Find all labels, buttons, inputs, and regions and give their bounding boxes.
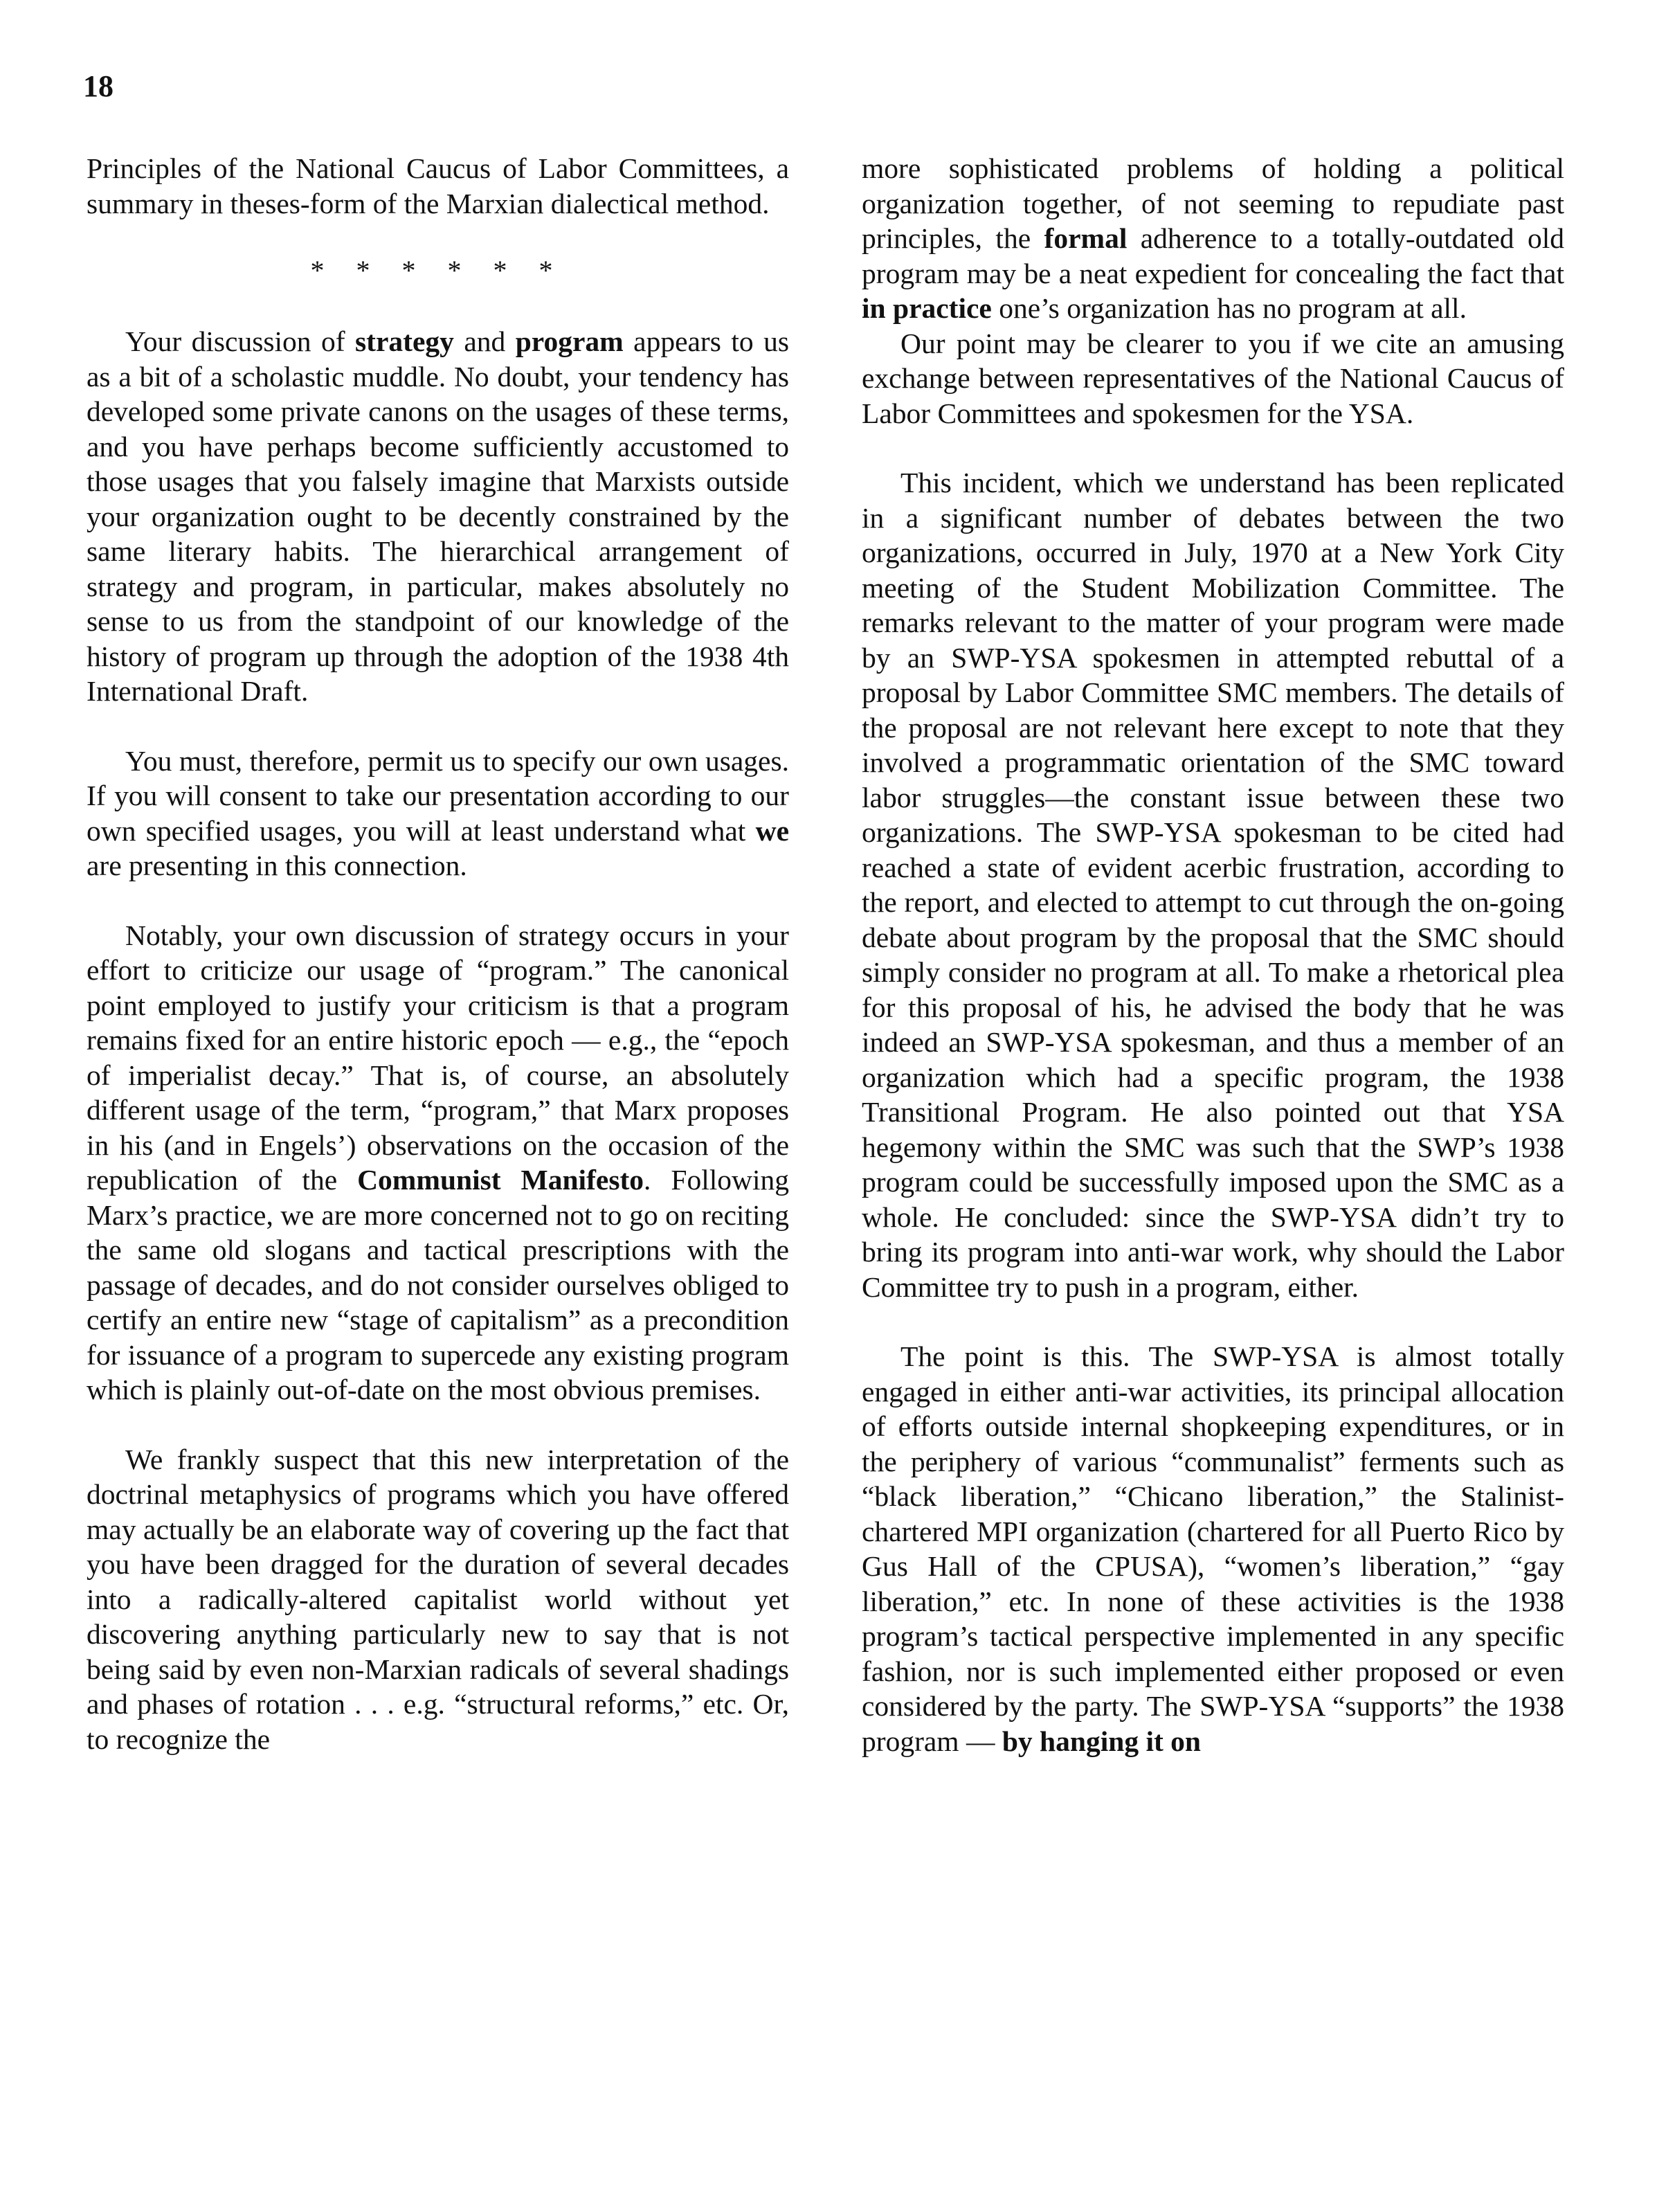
text-run: You must, therefore, permit us to specify our own usages. If you will consent to take our presentation according to our own specified usages, you will at least understand what <box>87 744 789 847</box>
emphasis-we: we <box>755 814 789 847</box>
page-number: 18 <box>83 69 114 103</box>
paragraph-the-point-is-this <box>862 1339 1564 1759</box>
paragraph-principles-continuation: Principles of the National Caucus of Labor Committees, a summary in theses-form of the Marxian dialectical method. <box>87 152 789 219</box>
text-run: appears to us as a bit of a scholastic muddle. No doubt, your tendency has developed some private canons on the usages of these terms, and you have perhaps become sufficiently accustomed to those usages that you falsely imagine that Marxists outside your organization ought to be decently constrained by the same literary habits. The hierarchical arrangement of strategy and program, in particular, makes absolutely no sense to us from the standpoint of our knowledge of the history of program up through the adoption of the 1938 4th International Draft. <box>87 325 789 707</box>
text-run: . Following Marx’s practice, we are more concerned not to go on reciting the same old slogans and tactical prescriptions with the passage of decades, and do not consider ourselves obliged to certify an entire new “stage of capitalism” as a precondition for issuance of a program to supercede any existing program which is plainly out-of-date on the most obvious premises. <box>87 1164 790 1405</box>
paragraph-sophisticated-problems <box>862 151 1564 326</box>
right-column <box>862 151 1564 1759</box>
text-run: and <box>453 325 516 357</box>
paragraph-strategy-program <box>87 324 789 709</box>
emphasis-communist-manifesto: Communist Manifesto <box>357 1164 644 1196</box>
emphasis-program: program <box>515 325 624 357</box>
emphasis-in-practice: in practice <box>862 292 992 324</box>
left-column <box>87 151 789 1756</box>
paragraph-specify-usages <box>87 744 789 883</box>
text-run: adherence to a totally-outdated old program may be a neat expedient for concealing the fact that <box>862 222 1564 289</box>
text-run: Your discussion of <box>125 325 355 357</box>
text-run: The point is this. The SWP-YSA is almost totally engaged in either anti-war activities, its principal allocation of efforts outside internal shopkeeping expenditures, or in the periphery of various “communalist” ferments such as “black liberation,” “Chicano liberation,” the Stalinist-chartered MPI organization (chartered for all Puerto Rico by Gus Hall of the CPUSA), “women’s liberation,” “gay liberation,” etc. In none of these activities is the 1938 program’s tactical perspective implemented in any specific fashion, nor is such implemented either proposed or even considered by the party. The SWP-YSA “supports” the 1938 program — <box>862 1340 1564 1757</box>
paragraph-this-incident: This incident, which we understand has been replicated in a significant number of debates between the two organizations, occurred in July, 1970 at a New York City meeting of the Student Mobilization Committee. The remarks relevant to the matter of your program were made by an SWP-YSA spokesmen in attempted rebuttal of a proposal by Labor Committee SMC members. The details of the proposal are not relevant here except to note that they involved a programmatic orientation of the SMC toward labor struggles—the constant issue between these two organizations. The SWP-YSA spokesman to be cited had reached a state of evident acerbic frustration, according to the report, and elected to attempt to cut through the on-going debate about program by the proposal that the SMC should simply consider no program at all. To make a rhetorical plea for this proposal of his, he advised the body that he was indeed an SWP-YSA spokesman, and thus a member of an organization which had a specific program, the 1938 Transitional Program. He also pointed out that YSA hegemony within the SMC was such that the SWP’s 1938 program could be successfully imposed upon the SMC as a whole. He concluded: since the SWP-YSA didn’t try to bring its program into anti-war work, why should the Labor Committee try to push in a program, either. <box>862 467 1564 1303</box>
text-run: Notably, your own discussion of strategy occurs in your effort to criticize our usage of “program.” The canonical point employed to justify your criticism is that a program remains fixed for an entire historic epoch — e.g., the “epoch of imperialist decay.” That is, of course, an absolutely different usage of the term, “program,” that Marx proposes in his (and in Engels’) observations on the occasion of the republication of the <box>87 919 789 1196</box>
paragraph-frankly-suspect: We frankly suspect that this new interpretation of the doctrinal metaphysics of programs which you have offered may actually be an elaborate way of covering up the fact that you have been dragged for the duration of several decades into a radically-altered capitalist world without yet discovering anything particularly new to say that is not being said by even non-Marxian radicals of several shadings and phases of rotation . . . e.g. “structural reforms,” etc. Or, to recognize the <box>87 1443 789 1755</box>
text-run: one’s organization has no program at all. <box>991 292 1467 324</box>
emphasis-by-hanging-it-on: by hanging it on <box>1002 1725 1202 1757</box>
text-run: are presenting in this connection. <box>87 849 467 881</box>
paragraph-notably <box>87 918 789 1408</box>
section-separator-asterisks: * * * * * * <box>310 255 565 286</box>
text-run: more sophisticated problems of holding a political organization together, of not seeming to repudiate past principles, the <box>862 152 1564 254</box>
emphasis-formal: formal <box>1044 222 1128 254</box>
emphasis-strategy: strategy <box>355 325 454 357</box>
paragraph-our-point: Our point may be clearer to you if we cite an amusing exchange between representatives of the National Caucus of Labor Committees and spokesmen for the YSA. <box>862 327 1564 429</box>
